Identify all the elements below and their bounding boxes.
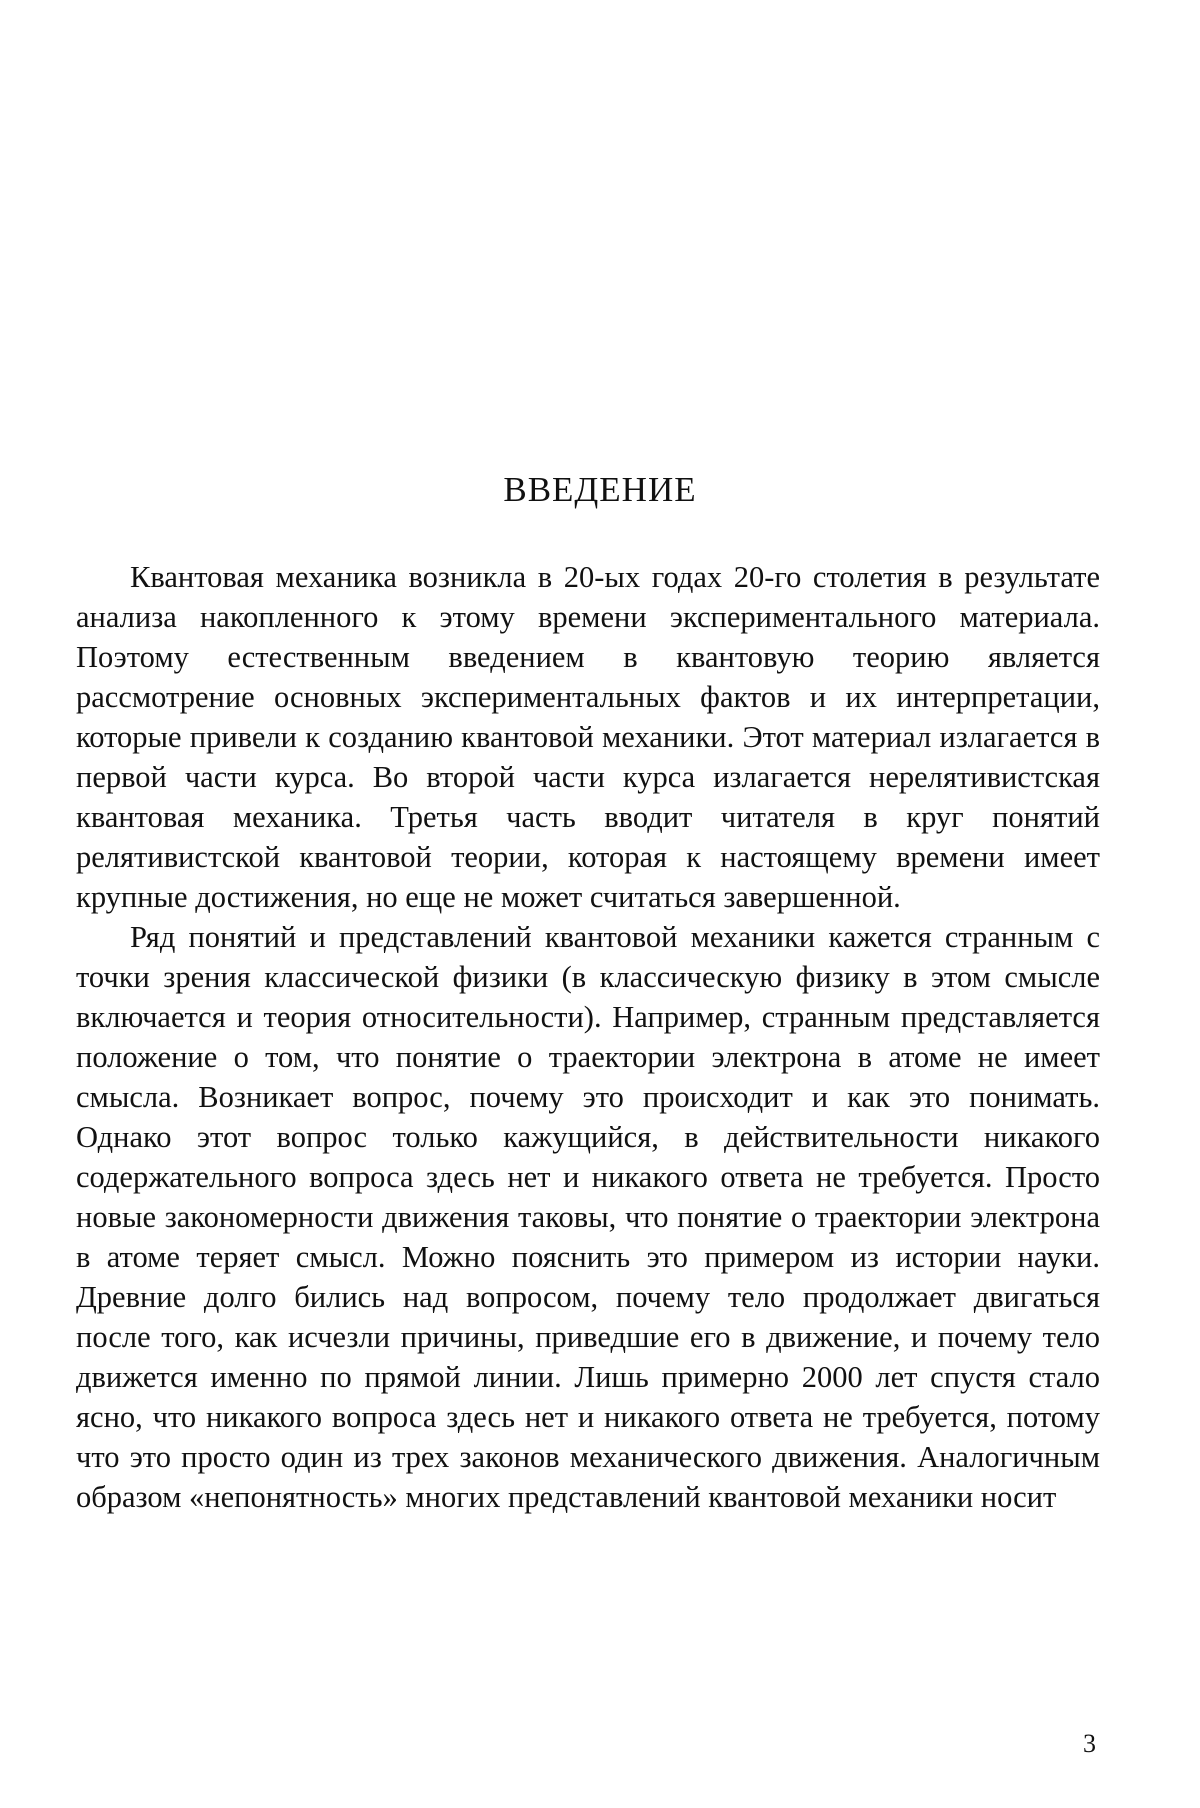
chapter-heading: ВВЕДЕНИЕ (503, 470, 697, 509)
body-text (76, 557, 1100, 1517)
paragraph-2: Ряд понятий и представлений квантовой механики кажется странным с точки зрения классической физики (в классическую физику в этом смысле включается и теория относительности). Например, странным представляется положение о том, что понятие о траектории электрона в атоме не имеет смысла. Возникает вопрос, почему это происходит и как это понимать. Однако этот вопрос только кажущийся, в действительности никакого содержательного вопроса здесь нет и никакого ответа не требуется. Просто новые закономерности движения таковы, что понятие о траектории электрона в атоме теряет смысл. Можно пояснить это примером из истории науки. Древние долго бились над вопросом, почему тело продолжает двигаться после того, как исчезли причины, приведшие его в движение, и почему тело движется именно по прямой линии. Лишь примерно 2000 лет спустя стало ясно, что никакого вопроса здесь нет и никакого ответа не требуется, потому что это просто один из трех законов механического движения. Аналогичным образом «непонятность» многих представлений квантовой механики носит (76, 920, 1100, 1514)
paragraph-1: Квантовая механика возникла в 20-ых годах 20-го столетия в результате анализа накопленного к этому времени экспериментального материала. Поэтому естественным введением в квантовую теорию является рассмотрение основных экспериментальных фактов и их интерпретации, которые привели к созданию квантовой механики. Этот материал излагается в первой части курса. Во второй части курса излагается нерелятивистская квантовая механика. Третья часть вводит читателя в круг понятий релятивистской квантовой теории, которая к настоящему времени имеет крупные достижения, но еще не может считаться завершенной. (76, 560, 1100, 914)
page-number: 3 (1083, 1729, 1096, 1758)
